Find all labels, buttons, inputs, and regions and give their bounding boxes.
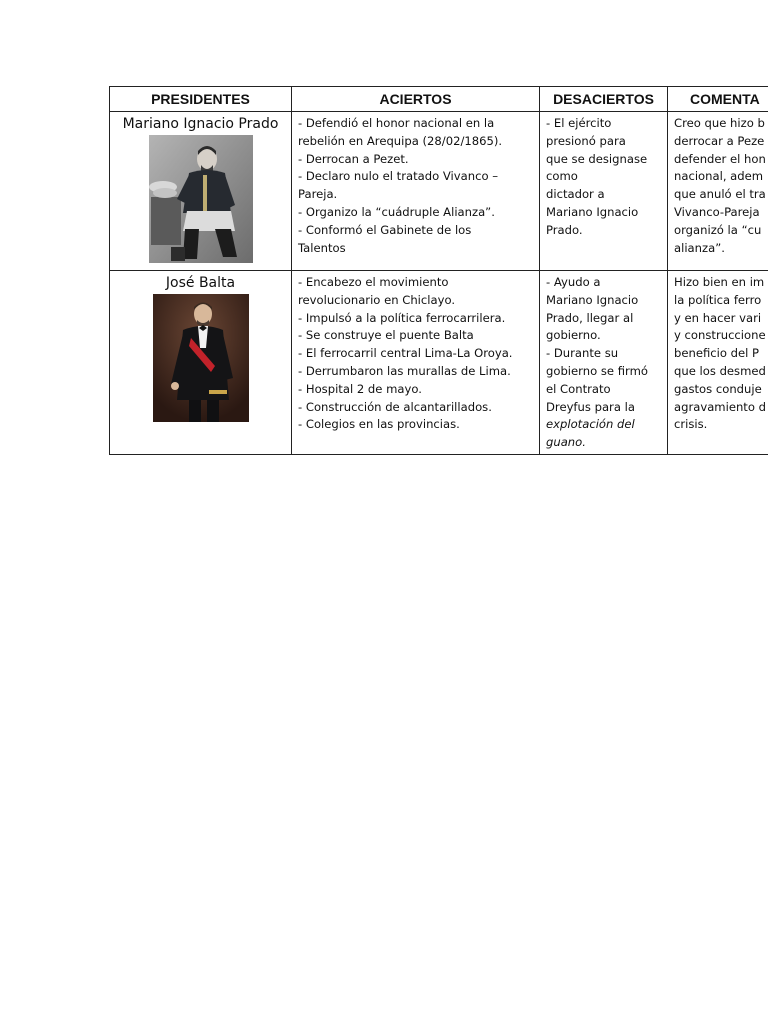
president-cell — [110, 271, 292, 455]
portrait-military-uniform-icon — [149, 135, 253, 263]
comentario-line: alianza”. — [674, 240, 725, 255]
list-item: Mariano Ignacio — [546, 204, 639, 219]
comentario-line: Hizo bien en im — [674, 275, 765, 289]
comentario-line: y construccione — [674, 328, 766, 343]
list-item: - Defendió el honor nacional en la — [298, 116, 495, 130]
list-item: Dreyfus para la — [546, 399, 635, 414]
comentario-cell — [668, 112, 768, 271]
list-item: dictador a — [546, 187, 605, 202]
comentario-line: agravamiento d — [674, 399, 766, 414]
comentario-line: y en hacer vari — [674, 310, 762, 325]
table-row — [110, 271, 768, 455]
list-item: - Durante su — [546, 346, 619, 361]
list-item: - El ferrocarril central Lima-La Oroya. — [298, 346, 513, 361]
portrait-formal-suit-sash-icon — [153, 294, 249, 422]
comentario-line: defender el hon — [674, 151, 766, 166]
table-row — [110, 112, 768, 271]
list-item: Prado, llegar al — [546, 310, 634, 325]
italic-text: guano. — [546, 435, 586, 450]
header-desaciertos: DESACIERTOS — [540, 87, 668, 112]
comentario-text — [668, 112, 768, 259]
comentario-line: gastos conduje — [674, 381, 762, 396]
table-header-row — [110, 87, 768, 112]
header-comentarios: COMENTA — [668, 87, 768, 112]
list-item: que se designase — [546, 151, 648, 166]
list-item: Prado. — [546, 222, 583, 237]
list-item: el Contrato — [546, 381, 611, 396]
aciertos-cell — [292, 112, 540, 271]
list-item: - Conformó el Gabinete de los — [298, 222, 472, 237]
comentario-line: crisis. — [674, 417, 708, 432]
aciertos-list — [292, 271, 539, 436]
list-item — [546, 434, 662, 452]
list-item: - Declaro nulo el tratado Vivanco – — [298, 169, 499, 184]
list-item: rebelión en Arequipa (28/02/1865). — [298, 133, 503, 148]
list-item: - Impulsó a la política ferrocarrilera. — [298, 310, 506, 325]
presidents-table — [109, 86, 768, 455]
comentario-line: organizó la “cu — [674, 222, 762, 237]
list-item: - Construcción de alcantarillados. — [298, 399, 492, 414]
aciertos-list — [292, 112, 539, 259]
desaciertos-cell — [540, 271, 668, 455]
list-item: Mariano Ignacio — [546, 292, 639, 307]
desaciertos-list — [540, 271, 667, 454]
comentario-line: beneficio del P — [674, 346, 760, 361]
desaciertos-list — [540, 112, 667, 242]
list-item: revolucionario en Chiclayo. — [298, 292, 456, 307]
comentario-line: Creo que hizo b — [674, 116, 765, 130]
list-item: - Colegios en las provincias. — [298, 417, 460, 432]
header-aciertos: ACIERTOS — [292, 87, 540, 112]
aciertos-cell — [292, 271, 540, 455]
comentario-line: la política ferro — [674, 292, 762, 307]
comentario-line: que anuló el tra — [674, 187, 766, 202]
comentario-line: nacional, adem — [674, 169, 764, 184]
list-item: como — [546, 169, 578, 184]
list-item: - Derrocan a Pezet. — [298, 151, 409, 166]
comentario-cell — [668, 271, 768, 455]
comentario-line: derrocar a Peze — [674, 133, 765, 148]
list-item: - El ejército — [546, 116, 612, 130]
desaciertos-cell — [540, 112, 668, 271]
list-item: gobierno. — [546, 328, 601, 343]
list-item: - Encabezo el movimiento — [298, 275, 449, 289]
list-item: presionó para — [546, 133, 626, 148]
list-item: explotación del — [546, 417, 635, 432]
list-item: Talentos — [298, 240, 346, 255]
list-item: - Se construye el puente Balta — [298, 328, 474, 343]
list-item: - Ayudo a — [546, 275, 601, 289]
header-presidentes: PRESIDENTES — [110, 87, 292, 112]
list-item: gobierno se firmó — [546, 363, 648, 378]
president-cell — [110, 112, 292, 271]
list-item: - Hospital 2 de mayo. — [298, 381, 422, 396]
comentario-line: Vivanco-Pareja — [674, 204, 760, 219]
comentario-text — [668, 271, 768, 436]
comentario-line: que los desmed — [674, 363, 766, 378]
list-item: - Derrumbaron las murallas de Lima. — [298, 363, 511, 378]
list-item: Pareja. — [298, 187, 338, 202]
president-name: José Balta — [165, 275, 236, 291]
list-item: - Organizo la “cuádruple Alianza”. — [298, 204, 495, 219]
president-name: Mariano Ignacio Prado — [122, 116, 279, 132]
